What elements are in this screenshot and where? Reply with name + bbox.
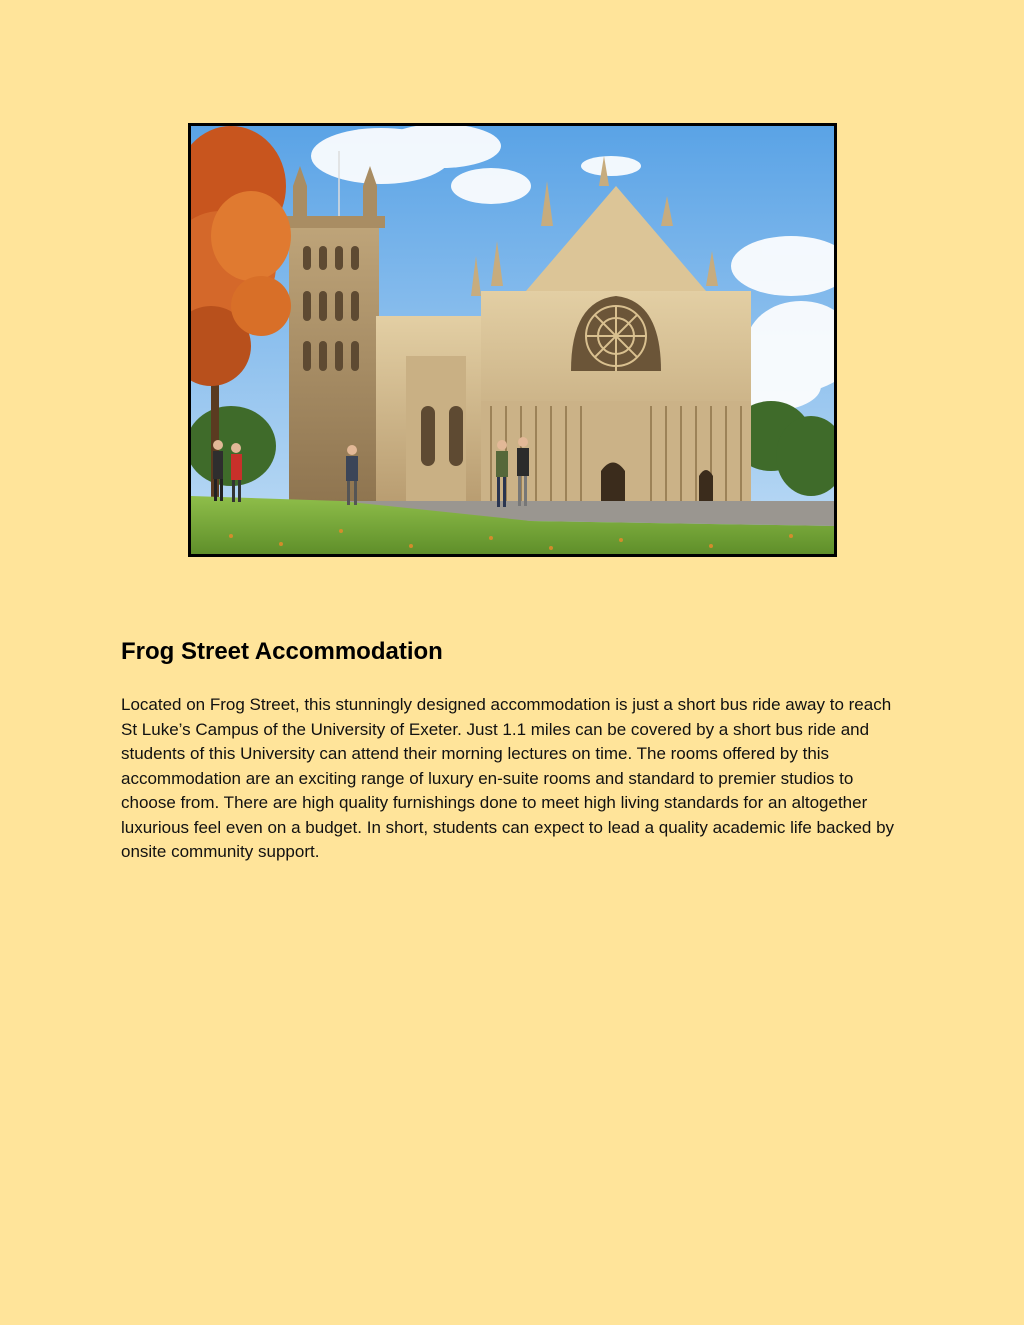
cathedral-illustration — [191, 126, 834, 554]
article-body: Located on Frog Street, this stunningly designed accommodation is just a short bus ride away to reach St Luke’s Campus of the University of Exeter. Just 1.1 miles can be covered by a short bus ride and students of this University can attend their morning lectures on time. The rooms offered by this accommodation are an exciting range of luxury en-suite rooms and standard to premier studios to choose from. There are high quality furnishings done to meet high living standards for an altogether luxurious feel even on a budget. In short, students can expect to lead a quality academic life backed by onsite community support. — [121, 695, 895, 861]
page-title: Frog Street Accommodation — [121, 638, 443, 665]
cathedral-photo — [188, 123, 837, 557]
